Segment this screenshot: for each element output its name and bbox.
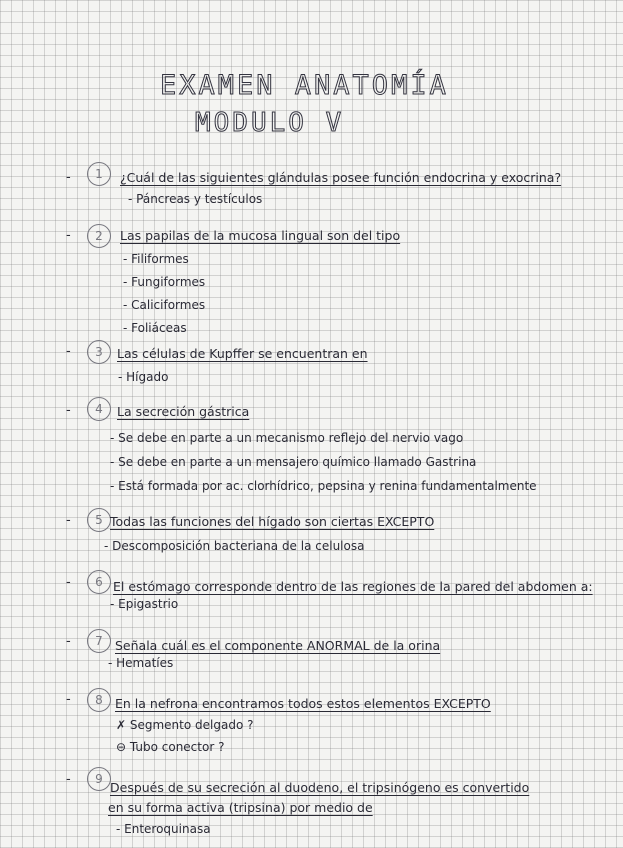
- question-number: 3: [87, 340, 111, 364]
- exam-sheet: EXAMEN ANATOMÍA MODULO V - 1 ¿Cuál de las siguientes glándulas posee función endocrina y exocrina? - Páncreas y testículos - 2 Las papilas de la mucosa lingual son del tipo - Filiformes - Fungiformes - Caliciformes - Foliáceas - 3 Las células de Kupffer se encuentran en - Hígado - 4 La secreción gástrica - Se debe en parte a un mecanismo reflejo del nervio vago - Se debe en parte a un mensajero químico llamado Gastrina - Está formada por ac. clorhídrico, pepsina y renina fundamentalmente - 5 Todas las funciones del hígado son ciertas EXCEPTO - Descomposición bacteriana de la celulosa - 6 El estómago corresponde dentro de las regiones de la pared del abdomen a: - Epigastrio - 7 Señala cuál es el componente ANORMAL de la orina - Hematíes - 8 En la nefrona encontramos todos estos elementos EXCEPTO ✗ Segmento delgado ? ⊖ Tubo conector ? - 9 Después de su secreción al duodeno, el tripsinógeno es convertido en su forma activa (tripsina) por medio de - Enteroquinasa: [66, 70, 593, 836]
- question-number: 2: [87, 224, 111, 248]
- answer-line: - Descomposición bacteriana de la celulosa: [104, 539, 365, 553]
- question-text: ¿Cuál de las siguientes glándulas posee función endocrina y exocrina?: [120, 170, 562, 185]
- answer-line: ⊖ Tubo conector ?: [116, 740, 225, 754]
- question-number: 8: [87, 688, 111, 712]
- exam-title: EXAMEN ANATOMÍA: [160, 70, 449, 101]
- answer-line: - Se debe en parte a un mecanismo reflejo del nervio vago: [110, 431, 464, 445]
- answer-line: - Se debe en parte a un mensajero químico llamado Gastrina: [110, 455, 477, 469]
- answer-line: - Epigastrio: [110, 597, 179, 611]
- question-number: 1: [87, 162, 111, 186]
- question-number: 9: [87, 767, 111, 791]
- answer-line: - Hígado: [118, 370, 169, 384]
- answer-line: - Páncreas y testículos: [128, 192, 263, 206]
- question-text: Las papilas de la mucosa lingual son del tipo: [120, 228, 401, 243]
- answer-line: - Fungiformes: [123, 275, 206, 289]
- question-text: Las células de Kupffer se encuentran en: [117, 346, 368, 361]
- question-text: La secreción gástrica: [117, 404, 250, 419]
- exam-module: MODULO V: [195, 108, 345, 138]
- question-number: 6: [87, 570, 111, 594]
- answer-line: - Filiformes: [123, 252, 189, 266]
- answer-line: ✗ Segmento delgado ?: [116, 718, 254, 732]
- answer-line: - Está formada por ac. clorhídrico, pepsina y renina fundamentalmente: [110, 479, 537, 493]
- question-text: El estómago corresponde dentro de las regiones de la pared del abdomen a:: [113, 579, 593, 594]
- answer-line: - Caliciformes: [123, 298, 206, 312]
- question-text: En la nefrona encontramos todos estos elementos EXCEPTO: [115, 696, 491, 711]
- question-text: Después de su secreción al duodeno, el tripsinógeno es convertido: [110, 780, 530, 795]
- question-text-continued: en su forma activa (tripsina) por medio de: [108, 800, 373, 815]
- question-text: Todas las funciones del hígado son ciertas EXCEPTO: [110, 514, 435, 529]
- answer-line: - Foliáceas: [123, 321, 187, 335]
- question-number: 4: [87, 397, 111, 421]
- question-text: Señala cuál es el componente ANORMAL de la orina: [115, 638, 441, 653]
- question-number: 5: [87, 508, 111, 532]
- answer-line: - Hematíes: [108, 656, 174, 670]
- answer-line: - Enteroquinasa: [116, 822, 211, 836]
- question-number: 7: [87, 629, 111, 653]
